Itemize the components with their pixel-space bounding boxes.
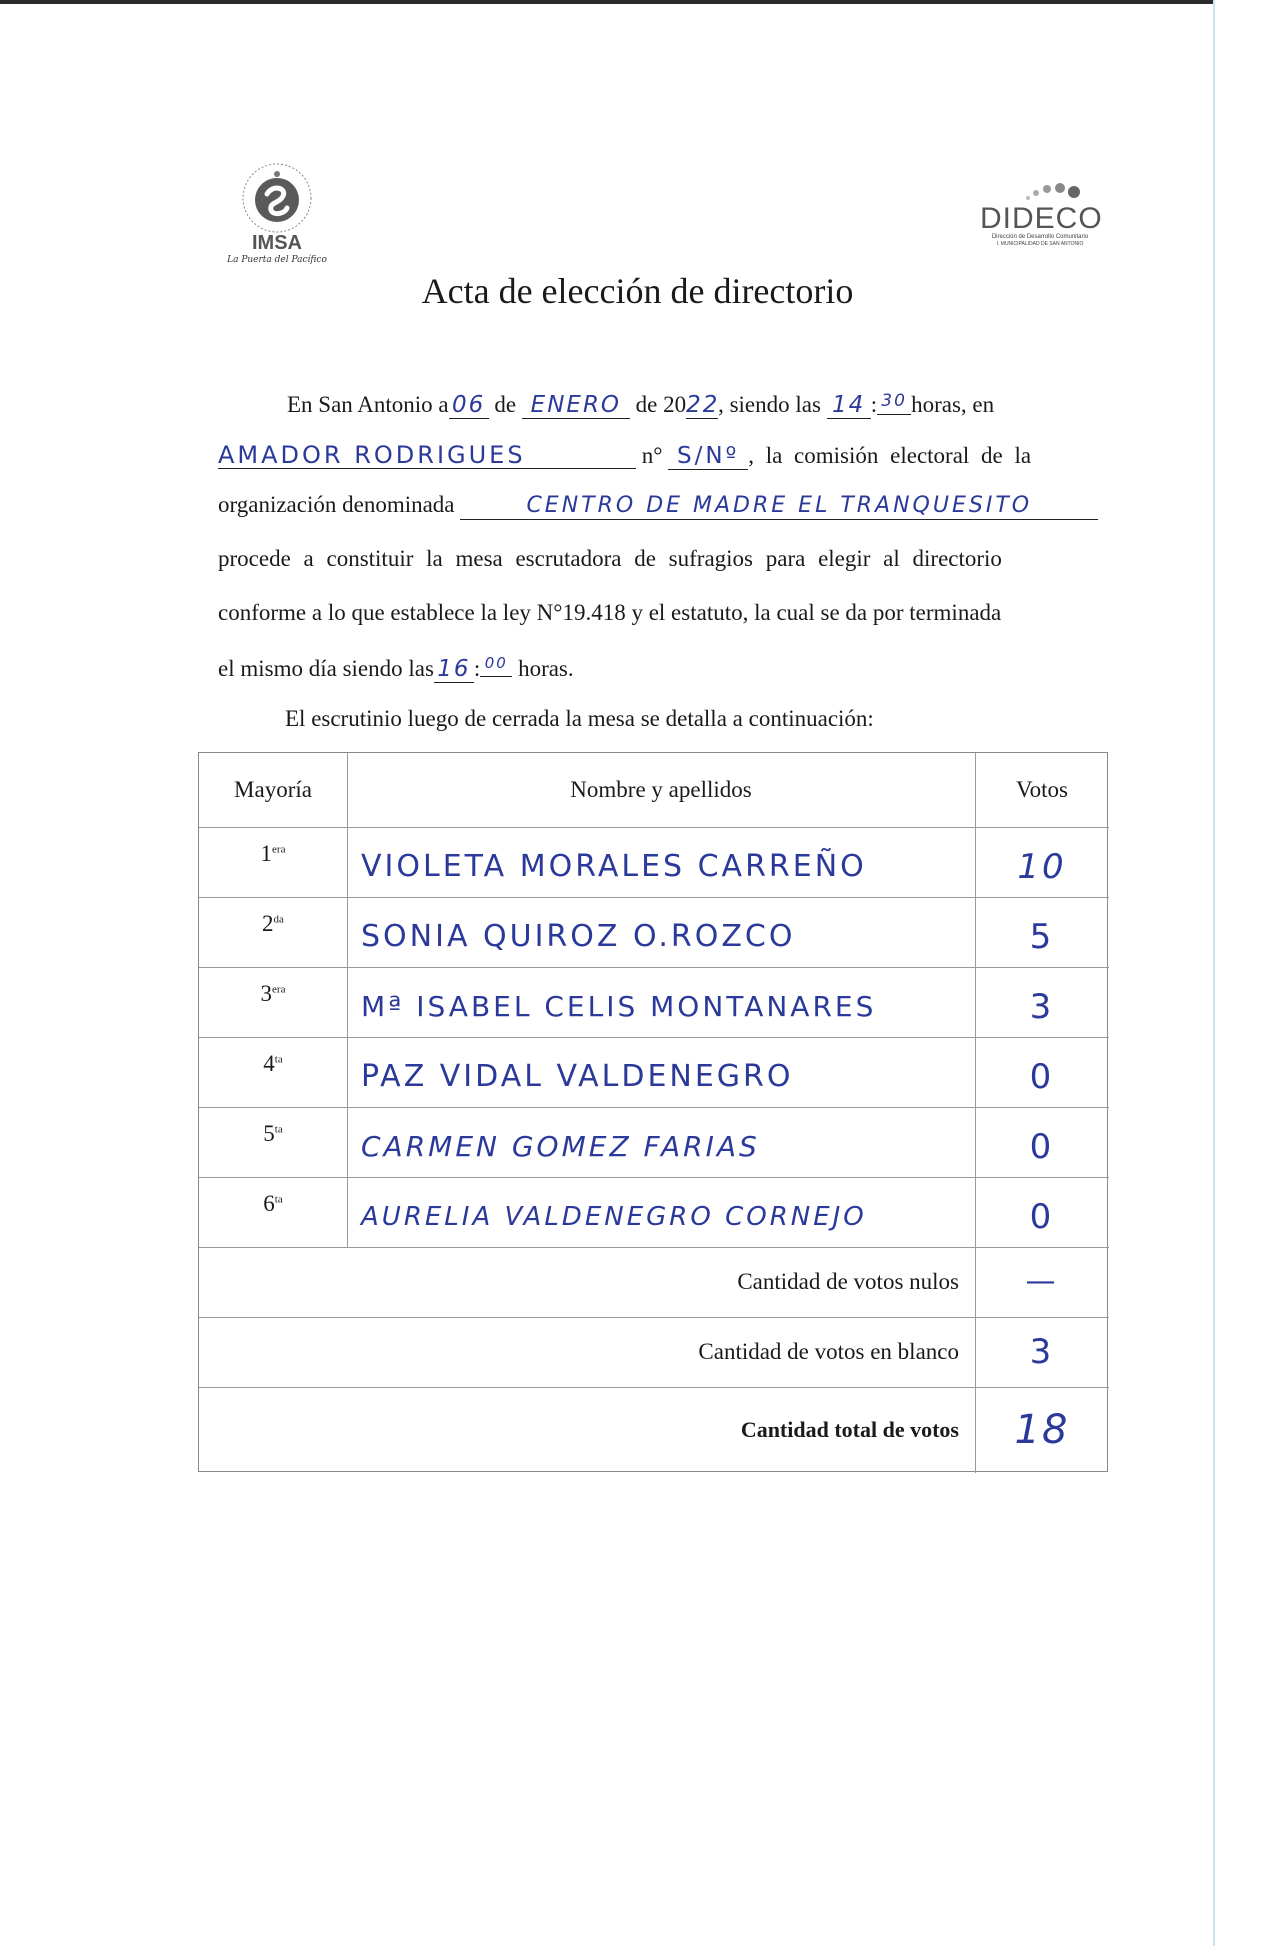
- text-horas: horas.: [518, 656, 574, 681]
- header-votes: Votos: [1016, 777, 1068, 802]
- year-field: 22: [686, 392, 720, 418]
- start-minutes-field: 30: [877, 388, 911, 415]
- null-votes-label: Cantidad de votos nulos: [737, 1269, 959, 1294]
- table-row-name: SONIA QUIROZ O.ROZCO: [361, 919, 796, 954]
- intro-line-3: [218, 492, 1098, 520]
- text-organizacion: organización denominada: [218, 492, 455, 517]
- organization-name-field: CENTRO DE MADRE EL TRANQUESITO: [460, 493, 1098, 520]
- table-row-votes: 0: [1029, 1057, 1055, 1097]
- table-row-name: CARMEN GOMEZ FARIAS: [361, 1130, 760, 1163]
- intro-line-5: conforme a lo que establece la ley N°19.418 y el estatuto, la cual se da por terminada: [218, 600, 1002, 625]
- table-row-rank: $3^{era}$: [260, 981, 286, 1006]
- intro-line-7: El escrutinio luego de cerrada la mesa se detalla a continuación:: [285, 706, 874, 731]
- total-votes-value: 18: [1014, 1407, 1070, 1453]
- dideco-logo: [980, 178, 1103, 258]
- imsa-logo: [218, 160, 336, 270]
- text-horas-en: horas, en: [911, 392, 995, 417]
- text-mismo-dia: el mismo día siendo las: [218, 656, 434, 681]
- intro-line-2: [218, 442, 1031, 470]
- text-de: de: [494, 392, 517, 417]
- address-number-field: S/Nº: [668, 443, 748, 470]
- intro-line-4: procede a constituir la mesa escrutadora de sufragios para elegir al directorio: [218, 546, 1002, 571]
- null-votes-value: —: [1025, 1264, 1059, 1299]
- dideco-name: DIDECO: [980, 202, 1103, 235]
- time-colon: :: [870, 392, 878, 417]
- imsa-seal-icon: [239, 160, 315, 236]
- total-votes-label: Cantidad total de votos: [740, 1417, 959, 1442]
- end-hour-field: 16: [434, 656, 474, 683]
- table-row-rank: $6^{ta}$: [263, 1191, 283, 1216]
- start-hour-field: 14: [827, 392, 871, 419]
- intro-line-6: el mismo día siendo las 16 : 00 horas.: [218, 650, 574, 683]
- blank-votes-value: 3: [1029, 1332, 1055, 1372]
- table-row-votes: 3: [1029, 987, 1055, 1027]
- end-minutes-field: 00: [480, 650, 512, 677]
- dideco-subtitle: Dirección de Desarrollo Comunitario: [991, 234, 1089, 240]
- table-rule: [347, 753, 348, 1247]
- results-table: [198, 752, 1108, 1472]
- dideco-municipality: I. MUNICIPALIDAD DE SAN ANTONIO: [996, 241, 1084, 247]
- document-title: Acta de elección de directorio: [421, 271, 854, 311]
- day-field: 06: [449, 392, 489, 419]
- table-row-votes: 0: [1029, 1197, 1055, 1237]
- intro-line-1: En San Antonio a 06 de ENERO de 2022, siendo las 14 : 30 horas, en: [287, 388, 994, 419]
- text-en-san-antonio: En San Antonio a: [287, 392, 449, 417]
- text-number-sign: n°: [641, 443, 663, 468]
- table-row-name: AURELIA VALDENEGRO CORNEJO: [361, 1202, 867, 1232]
- street-field: AMADOR RODRIGUES: [218, 442, 636, 469]
- table-row-name: PAZ VIDAL VALDENEGRO: [361, 1059, 794, 1094]
- text-de-20: de 20: [635, 392, 687, 417]
- table-row-votes: 0: [1029, 1127, 1055, 1167]
- scan-top-edge: [0, 0, 1275, 4]
- table-row-votes: 10: [1017, 847, 1067, 887]
- table-row-rank: $2^{da}$: [262, 911, 284, 936]
- blank-votes-label: Cantidad de votos en blanco: [698, 1339, 959, 1364]
- header-rank: Mayoría: [234, 777, 312, 802]
- imsa-tagline: La Puerta del Pacífico: [227, 255, 327, 265]
- table-row-name: VIOLETA MORALES CARREÑO: [361, 849, 867, 884]
- imsa-abbr: IMSA: [252, 232, 302, 254]
- table-row-rank: $4^{ta}$: [263, 1051, 283, 1076]
- table-row-rank: $5^{ta}$: [263, 1121, 283, 1146]
- month-field: ENERO: [522, 392, 630, 419]
- table-row-name: Mª ISABEL CELIS MONTANARES: [361, 990, 877, 1023]
- text-comision: , la comisión electoral de la: [748, 443, 1032, 468]
- header-name: Nombre y apellidos: [570, 777, 752, 802]
- table-row-rank: $1^{era}$: [260, 841, 286, 866]
- dideco-dots-icon: [980, 178, 1100, 204]
- table-row-votes: 5: [1029, 917, 1055, 957]
